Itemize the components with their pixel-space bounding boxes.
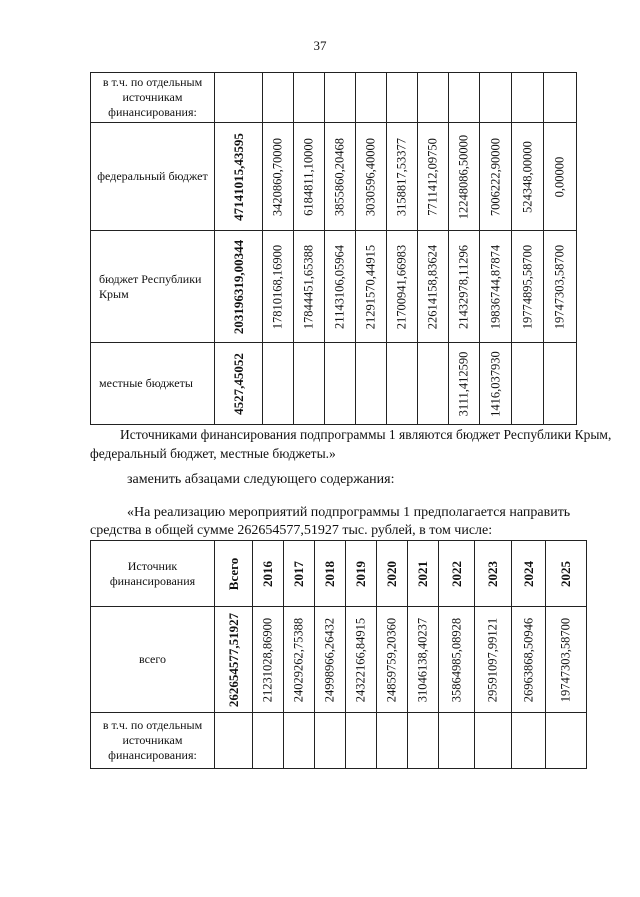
value-cell xyxy=(325,231,356,343)
value-cell-text: 29591097,99121 xyxy=(485,617,500,702)
value-cell xyxy=(449,343,480,425)
value-cell xyxy=(356,73,387,123)
value-cell xyxy=(512,231,544,343)
header-row xyxy=(91,541,587,607)
value-cell xyxy=(480,123,512,231)
value-cell xyxy=(346,607,377,713)
new-paragraph-cont: средства в общей сумме 262654577,51927 тыс. рублей, в том числе: xyxy=(90,523,493,538)
value-cell-text: 6184811,10000 xyxy=(301,137,316,216)
header-year-text: 2017 xyxy=(291,560,306,587)
value-cell xyxy=(253,713,284,769)
value-cell xyxy=(325,73,356,123)
header-source: Источник финансирования xyxy=(91,541,215,607)
value-cell-text: 12248086,50000 xyxy=(456,134,471,219)
value-cell xyxy=(418,123,449,231)
value-cell xyxy=(439,607,475,713)
funding-table-new xyxy=(90,540,587,769)
total-cell-text: 203196319,00344 xyxy=(230,239,246,334)
value-cell xyxy=(294,231,325,343)
value-cell-text: 24029262,75388 xyxy=(291,617,306,702)
value-cell xyxy=(439,713,475,769)
value-cell xyxy=(449,231,480,343)
value-cell xyxy=(263,123,294,231)
value-cell xyxy=(377,713,408,769)
value-cell-text: 21432978,11296 xyxy=(456,244,471,329)
value-cell-text: 19747303,58700 xyxy=(558,617,573,702)
value-cell-text: 1416,037930 xyxy=(488,350,502,417)
source-cell: в т.ч. по отдельным источникам финансирования: xyxy=(91,713,215,769)
value-cell xyxy=(387,231,418,343)
value-cell xyxy=(284,607,315,713)
header-year xyxy=(315,541,346,607)
value-cell xyxy=(480,343,512,425)
row-subtotal-sources xyxy=(91,73,577,123)
header-year xyxy=(284,541,315,607)
value-cell xyxy=(253,607,284,713)
value-cell-text: 3158817,53377 xyxy=(394,137,409,216)
value-cell xyxy=(356,343,387,425)
source-cell: местные бюджеты xyxy=(91,343,215,425)
value-cell xyxy=(325,343,356,425)
sources-paragraph: Источниками финансирования подпрограммы 1 являются бюджет Республики Крым, xyxy=(120,427,612,442)
value-cell xyxy=(475,713,512,769)
header-year-text: 2024 xyxy=(520,560,536,587)
value-cell xyxy=(408,607,439,713)
value-cell-text: 7711412,09750 xyxy=(425,137,440,216)
source-cell: в т.ч. по отдельным источникам финансирования: xyxy=(91,73,215,123)
value-cell-text: 19836744,87874 xyxy=(488,244,502,329)
value-cell xyxy=(356,231,387,343)
row-subtotal-sources xyxy=(91,713,587,769)
value-cell-text: 3855860,20468 xyxy=(332,137,347,216)
value-cell xyxy=(480,73,512,123)
value-cell-text: 17844451,65388 xyxy=(301,244,316,329)
value-cell xyxy=(294,343,325,425)
total-cell xyxy=(215,231,263,343)
source-cell: федеральный бюджет xyxy=(91,123,215,231)
header-year-text: 2016 xyxy=(260,560,275,587)
value-cell xyxy=(356,123,387,231)
header-year xyxy=(346,541,377,607)
value-cell xyxy=(544,73,577,123)
header-year-text: 2025 xyxy=(558,560,573,587)
header-year-text: 2022 xyxy=(448,560,464,587)
value-cell xyxy=(263,73,294,123)
value-cell xyxy=(387,343,418,425)
row-local xyxy=(91,343,577,425)
header-total xyxy=(215,541,253,607)
replace-instruction: заменить абзацами следующего содержания: xyxy=(127,472,395,487)
value-cell-text: 22614158,83624 xyxy=(425,244,440,329)
new-paragraph: «На реализацию мероприятий подпрограммы 1 предполагается направить xyxy=(127,505,571,520)
value-cell-text: 7006222,90000 xyxy=(488,137,502,216)
header-year-text: 2021 xyxy=(415,560,430,587)
value-cell xyxy=(418,343,449,425)
value-cell xyxy=(449,123,480,231)
value-cell-text: 21291570,44915 xyxy=(363,244,378,329)
value-cell xyxy=(263,231,294,343)
value-cell xyxy=(346,713,377,769)
value-cell xyxy=(449,73,480,123)
header-year xyxy=(377,541,408,607)
value-cell xyxy=(512,123,544,231)
value-cell xyxy=(475,607,512,713)
value-cell xyxy=(408,713,439,769)
value-cell-text: 21143106,05964 xyxy=(332,244,347,329)
value-cell xyxy=(418,73,449,123)
header-year-text: 2020 xyxy=(384,560,399,587)
header-year-text: 2023 xyxy=(485,560,500,587)
value-cell xyxy=(544,231,577,343)
value-cell xyxy=(325,123,356,231)
value-cell-text: 24322166,84915 xyxy=(353,617,368,702)
value-cell xyxy=(512,343,544,425)
value-cell xyxy=(387,123,418,231)
value-cell xyxy=(480,231,512,343)
total-cell xyxy=(215,343,263,425)
value-cell-text: 524348,00000 xyxy=(520,140,534,213)
value-cell xyxy=(294,123,325,231)
value-cell xyxy=(284,713,315,769)
header-year xyxy=(439,541,475,607)
value-cell xyxy=(294,73,325,123)
value-cell-text: 19774895,58700 xyxy=(520,244,534,329)
value-cell-text: 26963868,50946 xyxy=(521,617,535,702)
row-total xyxy=(91,607,587,713)
header-year xyxy=(253,541,284,607)
value-cell xyxy=(418,231,449,343)
header-total-text: Всего xyxy=(225,557,241,590)
row-crimea xyxy=(91,231,577,343)
value-cell xyxy=(546,713,587,769)
value-cell xyxy=(544,343,577,425)
value-cell xyxy=(315,607,346,713)
page-number: 37 xyxy=(313,38,327,53)
header-year xyxy=(475,541,512,607)
value-cell-text: 31046138,40237 xyxy=(415,617,430,702)
value-cell xyxy=(512,713,546,769)
value-cell-text: 21700941,66983 xyxy=(394,244,409,329)
value-cell xyxy=(387,73,418,123)
value-cell-text: 24998966,26432 xyxy=(322,617,337,702)
total-cell xyxy=(215,713,253,769)
source-cell: бюджет Республики Крым xyxy=(91,231,215,343)
total-cell-text: 262654577,51927 xyxy=(225,612,241,707)
value-cell-text: 17810168,16900 xyxy=(270,244,285,329)
source-cell: всего xyxy=(91,607,215,713)
value-cell-text: 3030596,40000 xyxy=(363,137,378,216)
total-cell xyxy=(215,607,253,713)
value-cell xyxy=(377,607,408,713)
header-year xyxy=(546,541,587,607)
value-cell xyxy=(546,607,587,713)
value-cell-text: 21231028,86900 xyxy=(260,617,275,702)
value-cell-text: 0,00000 xyxy=(552,156,567,197)
total-cell-text: 4527,45052 xyxy=(230,352,246,415)
value-cell xyxy=(512,607,546,713)
total-cell-text: 47141015,43595 xyxy=(230,132,246,221)
value-cell-text: 35864985,08928 xyxy=(449,617,463,702)
row-federal xyxy=(91,123,577,231)
total-cell xyxy=(215,73,263,123)
value-cell-text: 3111,412590 xyxy=(456,351,471,416)
value-cell-text: 24859759,20360 xyxy=(384,617,399,702)
header-year xyxy=(408,541,439,607)
value-cell-text: 3420860,70000 xyxy=(270,137,285,216)
sources-paragraph-cont: федеральный бюджет, местные бюджеты.» xyxy=(90,446,336,461)
value-cell xyxy=(512,73,544,123)
value-cell-text: 19747303,58700 xyxy=(552,244,567,329)
value-cell xyxy=(544,123,577,231)
value-cell xyxy=(263,343,294,425)
total-cell xyxy=(215,123,263,231)
header-year xyxy=(512,541,546,607)
funding-table-old xyxy=(90,72,577,425)
header-year-text: 2018 xyxy=(322,560,337,587)
value-cell xyxy=(315,713,346,769)
header-year-text: 2019 xyxy=(353,560,368,587)
